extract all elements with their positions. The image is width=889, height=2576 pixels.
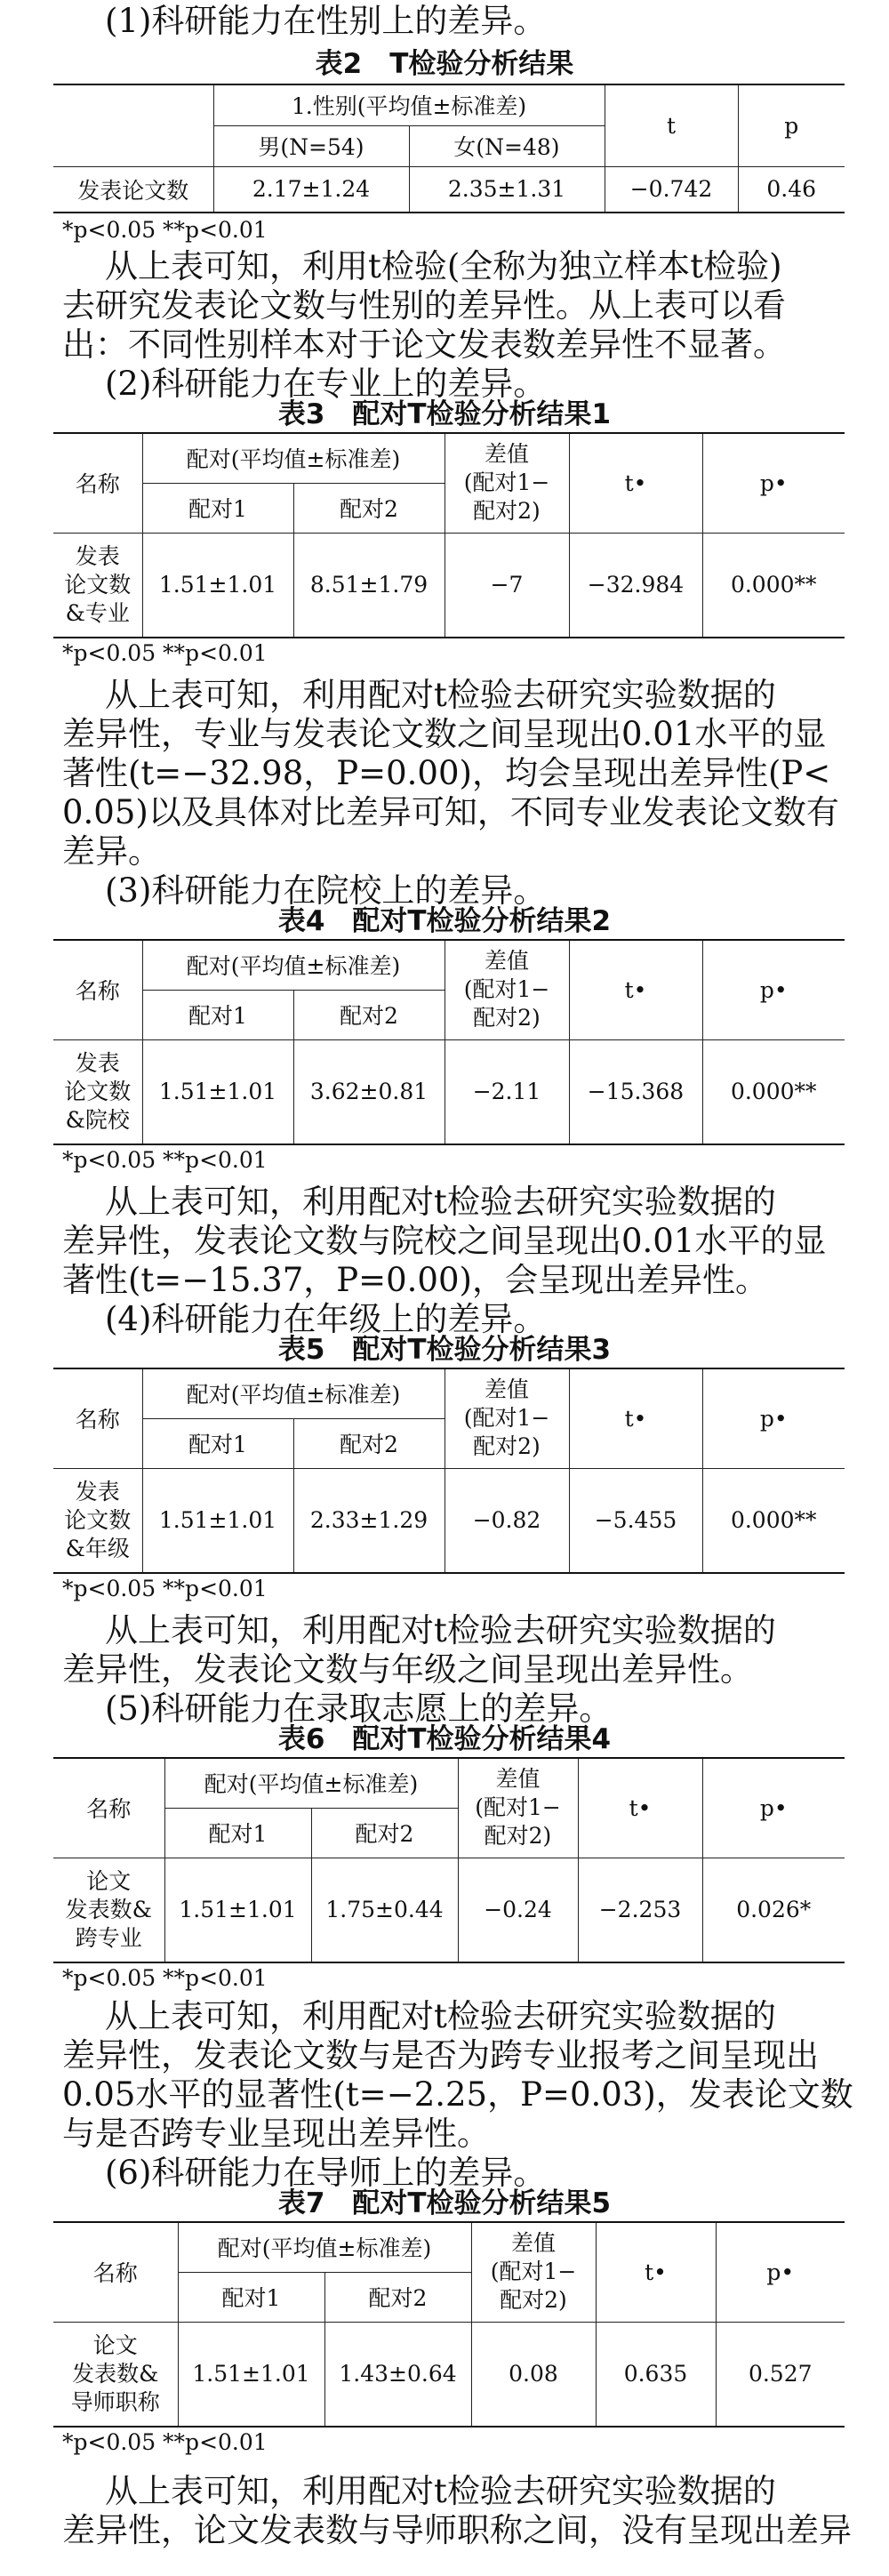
table5-header-p: p• (702, 1368, 845, 1468)
table5-row-label: 发表 论文数 &年级 (53, 1468, 142, 1573)
table7-header-pair2: 配对2 (324, 2272, 471, 2322)
section-heading-admission: (5)科研能力在录取志愿上的差异。 (105, 1689, 613, 1728)
table2-caption: 表2 T检验分析结果 (315, 48, 574, 80)
table7-cell: 1.43±0.64 (324, 2322, 471, 2427)
table2-header-p: p (738, 84, 845, 166)
table6-note: *p<0.05 **p<0.01 (62, 1965, 268, 1991)
table6-header-pair1: 配对1 (164, 1808, 311, 1858)
section-heading-gender: (1)科研能力在性别上的差异。 (105, 2, 547, 40)
table7-header-name: 名称 (53, 2222, 178, 2322)
table4-header-pair1: 配对1 (142, 990, 293, 1039)
table2-cell: 2.35±1.31 (409, 166, 605, 213)
table4-header-name: 名称 (53, 940, 142, 1039)
table5-header-pair: 配对(平均值±标准差) (142, 1368, 444, 1418)
table7-row-label: 论文 发表数& 导师职称 (53, 2322, 178, 2427)
table3-header-pair1: 配对1 (142, 483, 293, 533)
section-heading-major: (2)科研能力在专业上的差异。 (105, 365, 547, 403)
table5-cell: 1.51±1.01 (142, 1468, 293, 1573)
table6 (53, 1757, 845, 1963)
table3-cell: −32.984 (569, 533, 702, 638)
para6-line: 差异性，论文发表数与导师职称之间，没有呈现出差异 (62, 2511, 852, 2549)
table7-header-diff: 差值 (配对1− 配对2) (471, 2222, 596, 2322)
table7-caption: 表7 配对T检验分析结果5 (277, 2187, 612, 2219)
table5-cell: 2.33±1.29 (293, 1468, 444, 1573)
table3-header-pair2: 配对2 (293, 483, 444, 533)
table-row (53, 166, 845, 213)
table7-cell: 1.51±1.01 (178, 2322, 324, 2427)
table4-cell: −15.368 (569, 1039, 702, 1144)
para3-line: 差异性，发表论文数与院校之间呈现出0.01水平的显 (62, 1222, 827, 1260)
para2-line: 差异。 (62, 832, 161, 871)
table2-header-male: 男(N=54) (213, 125, 409, 166)
table2-header-female: 女(N=48) (409, 125, 605, 166)
para2-line: 0.05)以及具体对比差异可知，不同专业发表论文数有 (62, 793, 839, 831)
table3-header-diff: 差值 (配对1− 配对2) (444, 433, 569, 533)
table2-header-t: t (605, 84, 738, 166)
section-heading-school: (3)科研能力在院校上的差异。 (105, 871, 547, 910)
table4-header-diff: 差值 (配对1− 配对2) (444, 940, 569, 1039)
table6-header-name: 名称 (53, 1758, 164, 1858)
para5-line: 从上表可知，利用配对t检验去研究实验数据的 (105, 1997, 776, 2035)
table5-cell: −5.455 (569, 1468, 702, 1573)
table2-header-blank (53, 84, 213, 166)
table4-header-pair: 配对(平均值±标准差) (142, 940, 444, 990)
table5-header-name: 名称 (53, 1368, 142, 1468)
table4-header-p: p• (702, 940, 845, 1039)
para1-line: 去研究发表论文数与性别的差异性。从上表可以看 (62, 286, 786, 325)
para3-line: 著性(t=−15.37，P=0.00)，会呈现出差异性。 (62, 1261, 768, 1299)
table3-row-label: 发表 论文数 &专业 (53, 533, 142, 638)
table7-cell: 0.635 (596, 2322, 716, 2427)
table6-cell: 1.51±1.01 (164, 1858, 311, 1962)
table4-note: *p<0.05 **p<0.01 (62, 1147, 268, 1173)
table3-caption: 表3 配对T检验分析结果1 (277, 398, 612, 430)
table7-header-t: t• (596, 2222, 716, 2322)
table7-cell: 0.527 (716, 2322, 845, 2427)
table-row (53, 533, 845, 638)
table7-header-pair1: 配对1 (178, 2272, 324, 2322)
table4-cell: 1.51±1.01 (142, 1039, 293, 1144)
table2-header-group: 1.性别(平均值±标准差) (213, 84, 605, 125)
table7-note: *p<0.05 **p<0.01 (62, 2429, 268, 2455)
para1-line: 出：不同性别样本对于论文发表数差异性不显著。 (62, 325, 786, 364)
table2-cell: 2.17±1.24 (213, 166, 409, 213)
para2-line: 著性(t=−32.98，P=0.00)，均会呈现出差异性(P< (62, 754, 831, 792)
table2-row-label: 发表论文数 (53, 166, 213, 213)
table5-cell: −0.82 (444, 1468, 569, 1573)
table3-cell: −7 (444, 533, 569, 638)
table2-cell: −0.742 (605, 166, 738, 213)
table-row (53, 2322, 845, 2427)
table3-header-t: t• (569, 433, 702, 533)
table5-cell: 0.000** (702, 1468, 845, 1573)
table5-header-pair1: 配对1 (142, 1418, 293, 1468)
para2-line: 从上表可知，利用配对t检验去研究实验数据的 (105, 676, 776, 714)
table6-cell: 1.75±0.44 (311, 1858, 458, 1962)
table4-header-pair2: 配对2 (293, 990, 444, 1039)
table5 (53, 1368, 845, 1574)
table-row (53, 1039, 845, 1144)
para3-line: 从上表可知，利用配对t检验去研究实验数据的 (105, 1183, 776, 1221)
table2-note: *p<0.05 **p<0.01 (62, 217, 268, 243)
table4-row-label: 发表 论文数 &院校 (53, 1039, 142, 1144)
section-heading-grade: (4)科研能力在年级上的差异。 (105, 1300, 547, 1338)
section-heading-advisor: (6)科研能力在导师上的差异。 (105, 2154, 547, 2192)
para5-line: 与是否跨专业呈现出差异性。 (62, 2115, 490, 2153)
para5-line: 0.05水平的显著性(t=−2.25，P=0.03)，发表论文数 (62, 2075, 853, 2114)
table3 (53, 432, 845, 638)
para1-line: 从上表可知，利用t检验(全称为独立样本t检验) (105, 247, 782, 285)
table5-header-pair2: 配对2 (293, 1418, 444, 1468)
para4-line: 从上表可知，利用配对t检验去研究实验数据的 (105, 1611, 776, 1649)
para2-line: 差异性，专业与发表论文数之间呈现出0.01水平的显 (62, 715, 827, 753)
table3-header-name: 名称 (53, 433, 142, 533)
table5-header-diff: 差值 (配对1− 配对2) (444, 1368, 569, 1468)
table7-cell: 0.08 (471, 2322, 596, 2427)
table6-caption: 表6 配对T检验分析结果4 (277, 1723, 612, 1755)
table4 (53, 939, 845, 1145)
table7-header-pair: 配对(平均值±标准差) (178, 2222, 471, 2272)
para4-line: 差异性，发表论文数与年级之间呈现出差异性。 (62, 1650, 753, 1689)
table6-cell: −2.253 (578, 1858, 702, 1962)
table-row (53, 1858, 845, 1962)
table7-header-p: p• (716, 2222, 845, 2322)
table3-header-p: p• (702, 433, 845, 533)
table7 (53, 2221, 845, 2428)
table5-header-t: t• (569, 1368, 702, 1468)
table6-header-p: p• (702, 1758, 845, 1858)
table6-header-pair: 配对(平均值±标准差) (164, 1758, 458, 1808)
table5-caption: 表5 配对T检验分析结果3 (277, 1334, 612, 1366)
table3-cell: 8.51±1.79 (293, 533, 444, 638)
table3-cell: 0.000** (702, 533, 845, 638)
table6-header-t: t• (578, 1758, 702, 1858)
table4-cell: 3.62±0.81 (293, 1039, 444, 1144)
table6-header-diff: 差值 (配对1− 配对2) (458, 1758, 578, 1858)
table4-cell: 0.000** (702, 1039, 845, 1144)
table-row (53, 1468, 845, 1573)
table4-caption: 表4 配对T检验分析结果2 (277, 905, 612, 937)
table2-cell: 0.46 (738, 166, 845, 213)
para6-line: 从上表可知，利用配对t检验去研究实验数据的 (105, 2472, 776, 2510)
table4-header-t: t• (569, 940, 702, 1039)
table2 (53, 84, 845, 213)
table5-note: *p<0.05 **p<0.01 (62, 1576, 268, 1601)
table6-row-label: 论文 发表数& 跨专业 (53, 1858, 164, 1962)
table3-note: *p<0.05 **p<0.01 (62, 640, 268, 666)
table6-cell: 0.026* (702, 1858, 845, 1962)
para5-line: 差异性，发表论文数与是否为跨专业报考之间呈现出 (62, 2036, 819, 2074)
table6-cell: −0.24 (458, 1858, 578, 1962)
table3-header-pair: 配对(平均值±标准差) (142, 433, 444, 483)
table6-header-pair2: 配对2 (311, 1808, 458, 1858)
table4-cell: −2.11 (444, 1039, 569, 1144)
table3-cell: 1.51±1.01 (142, 533, 293, 638)
